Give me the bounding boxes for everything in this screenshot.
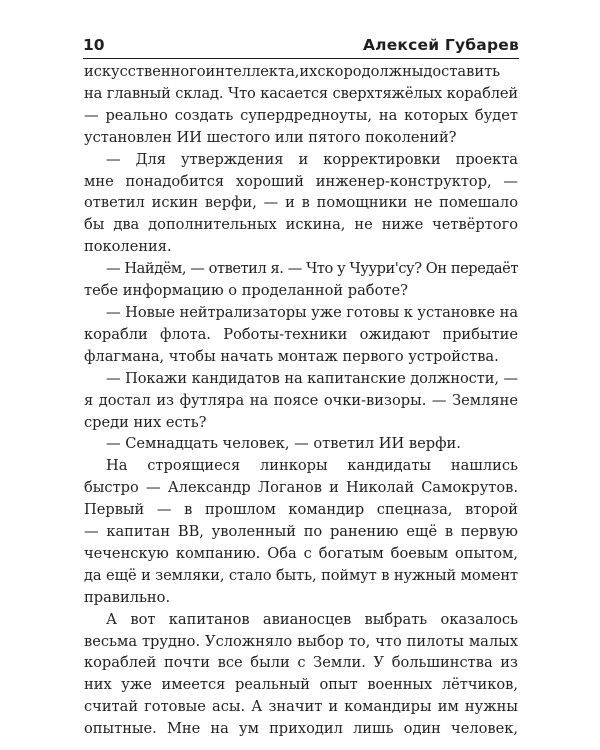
text-line: на главный склад. Что касается сверхтяжёлых кораблей [84, 84, 518, 102]
text-line: быстро — Александр Логанов и Николай Самокрутов. [84, 479, 518, 497]
paragraph [84, 609, 518, 740]
text-line: чеченскую компанию. Оба с богатым боевым опытом, [84, 544, 518, 562]
text-line: ответил искин верфи, — и в помощники не помешало [84, 194, 518, 212]
header-rule [83, 58, 519, 59]
text-line: — Семнадцать человек, — ответил ИИ верфи. [106, 435, 461, 453]
text-line: них уже имеется реальный опыт военных лётчиков, [84, 676, 518, 694]
text-line: я достал из футляра на поясе очки-визоры. — Земляне [84, 391, 518, 409]
text-line: установлен ИИ шестого или пятого поколений? [84, 128, 457, 146]
body-text [84, 61, 518, 740]
book-author: Алексей Губарев [362, 36, 519, 54]
paragraph [84, 302, 518, 368]
text-line: кораблей почти все были с Земли. У большинства из [84, 654, 518, 672]
text-line: — Покажи кандидатов на капитанские должности, — [106, 369, 518, 387]
page-number: 10 [83, 36, 105, 54]
text-line: поколения. [84, 238, 172, 256]
text-line: мне понадобится хороший инженер-конструктор, — [84, 172, 518, 190]
text-line: корабли флота. Роботы-техники ожидают прибытие [84, 325, 518, 343]
text-line: весьма трудно. Усложняло выбор то, что пилоты малых [84, 632, 518, 650]
text-line: тебе информацию о проделанной работе? [84, 282, 408, 300]
text-line: — Для утверждения и корректировки проекта [106, 150, 518, 168]
text-line: — Новые нейтрализаторы уже готовы к установке на [106, 303, 518, 321]
text-line: — реально создать супердредноуты, на которых будет [84, 106, 518, 124]
paragraph [84, 433, 518, 455]
paragraph [84, 368, 518, 434]
text-line: А вот капитанов авианосцев выбрать оказалось [106, 610, 518, 628]
text-line: считай готовые асы. А значит и командиры им нужны [84, 698, 518, 716]
text-line: На строящиеся линкоры кандидаты нашлись [106, 457, 518, 475]
text-line: — Найдём, — ответил я. — Что у Чуури'су? Он передаёт [106, 260, 518, 278]
running-head [83, 24, 519, 54]
text-line: бы два дополнительных искина, не ниже четвёртого [84, 216, 518, 234]
text-line: среди них есть? [84, 413, 207, 431]
paragraph [84, 258, 518, 302]
text-line: да ещё и земляки, стало быть, поймут в нужный момент [84, 566, 518, 584]
text-line: — капитан ВВ, уволенный по ранению ещё в первую [84, 523, 518, 541]
text-line: Первый — в прошлом командир спецназа, второй [84, 501, 518, 519]
paragraph [84, 61, 518, 149]
paragraph [84, 149, 518, 259]
text-line: флагмана, чтобы начать монтаж первого устройства. [84, 347, 499, 365]
text-line: искусственногоинтеллекта,ихскородолжныдоставить [84, 63, 501, 80]
text-line: опытные. Мне на ум приходил лишь один человек, [84, 720, 518, 738]
paragraph [84, 455, 518, 608]
text-line: правильно. [84, 588, 171, 606]
